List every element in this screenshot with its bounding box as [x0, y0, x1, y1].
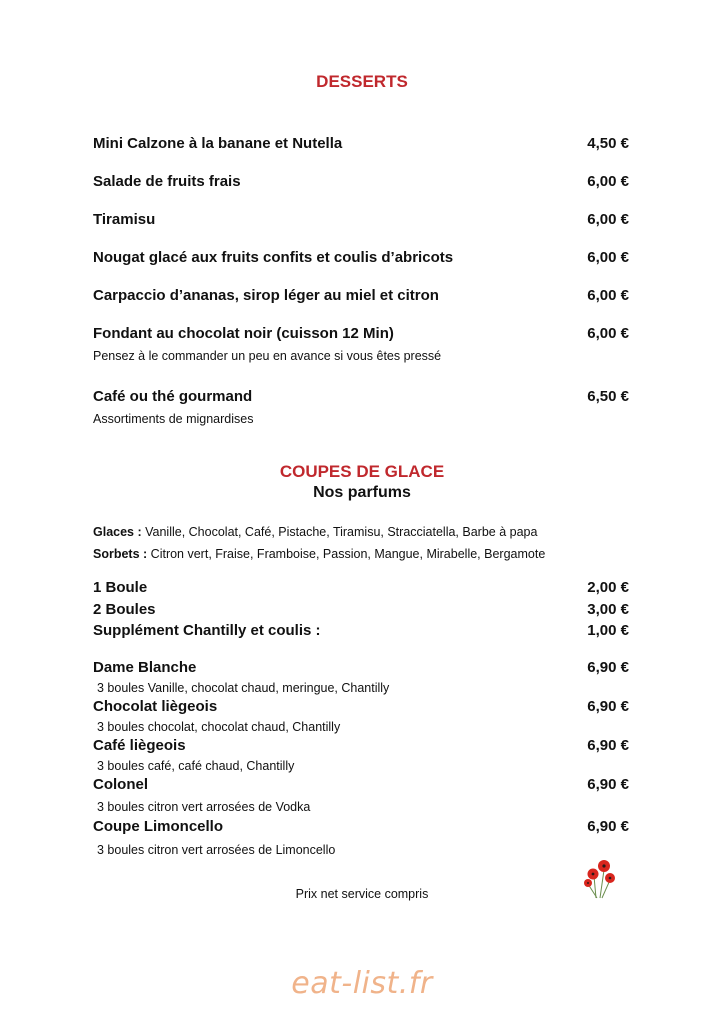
- item-name: Coupe Limoncello: [93, 818, 224, 835]
- item-name: Nougat glacé aux fruits confits et coulis d’abricots: [93, 249, 454, 266]
- menu-item: [93, 387, 629, 407]
- item-name: Colonel: [93, 776, 148, 793]
- item-note: 3 boules Vanille, chocolat chaud, meringue, Chantilly: [97, 681, 390, 695]
- item-name: Mini Calzone à la banane et Nutella: [93, 135, 343, 152]
- menu-item: [93, 736, 629, 756]
- item-price: 4,50 €: [587, 135, 629, 152]
- footer-note: Prix net service compris: [295, 887, 429, 901]
- item-name: Café liègeois: [93, 737, 186, 754]
- desserts-title: DESSERTS: [316, 72, 408, 91]
- item-price: 6,00 €: [587, 173, 629, 190]
- menu-item: [93, 697, 629, 717]
- item-name: Café ou thé gourmand: [93, 388, 253, 405]
- item-note: 3 boules citron vert arrosées de Vodka: [97, 800, 311, 814]
- item-price: 6,00 €: [587, 325, 629, 342]
- item-price: 6,00 €: [587, 211, 629, 228]
- item-price: 6,90 €: [587, 659, 629, 676]
- menu-item: [93, 172, 629, 192]
- menu-item: [93, 621, 629, 641]
- glaces-label: Glaces :: [93, 525, 142, 539]
- item-note: 3 boules chocolat, chocolat chaud, Chantilly: [97, 720, 341, 734]
- item-name: Dame Blanche: [93, 659, 197, 676]
- item-name: Fondant au chocolat noir (cuisson 12 Min): [93, 325, 394, 342]
- item-note: 3 boules citron vert arrosées de Limoncello: [97, 843, 336, 857]
- glaces-list: Vanille, Chocolat, Café, Pistache, Tiramisu, Stracciatella, Barbe à papa: [141, 525, 538, 539]
- menu-item: [93, 817, 629, 837]
- glaces-title: COUPES DE GLACE: [279, 462, 445, 481]
- item-name: 1 Boule: [93, 579, 148, 596]
- item-price: 1,00 €: [587, 622, 629, 639]
- glaces-flavors: [93, 524, 537, 540]
- menu-item: [93, 658, 629, 678]
- item-price: 2,00 €: [587, 579, 629, 596]
- item-name: Tiramisu: [93, 211, 156, 228]
- sorbets-list: Citron vert, Fraise, Framboise, Passion, Mangue, Mirabelle, Bergamote: [147, 547, 546, 561]
- item-name: 2 Boules: [93, 601, 156, 618]
- menu-item: [93, 324, 629, 344]
- item-note: Pensez à le commander un peu en avance si vous êtes pressé: [93, 349, 442, 363]
- menu-item: [93, 134, 629, 154]
- menu-item: [93, 248, 629, 268]
- sorbets-flavors: [93, 546, 545, 562]
- item-price: 6,90 €: [587, 776, 629, 793]
- item-name: Salade de fruits frais: [93, 173, 241, 190]
- item-price: 6,50 €: [587, 388, 629, 405]
- item-price: 6,00 €: [587, 249, 629, 266]
- item-price: 6,90 €: [587, 698, 629, 715]
- item-name: Chocolat liègeois: [93, 698, 218, 715]
- menu-item: [93, 775, 629, 795]
- menu-item: [93, 210, 629, 230]
- item-price: 6,90 €: [587, 818, 629, 835]
- sorbets-label: Sorbets :: [93, 547, 148, 561]
- watermark: eat-list.fr: [291, 966, 433, 1001]
- item-price: 3,00 €: [587, 601, 629, 618]
- item-name: Carpaccio d’ananas, sirop léger au miel et citron: [93, 287, 439, 304]
- menu-item: [93, 578, 629, 598]
- item-price: 6,90 €: [587, 737, 629, 754]
- menu-item: [93, 600, 629, 620]
- item-note: 3 boules café, café chaud, Chantilly: [97, 759, 295, 773]
- menu-item: [93, 286, 629, 306]
- item-name: Supplément Chantilly et coulis :: [93, 622, 321, 639]
- glaces-subtitle: Nos parfums: [313, 484, 411, 501]
- item-note: Assortiments de mignardises: [93, 412, 254, 426]
- item-price: 6,00 €: [587, 287, 629, 304]
